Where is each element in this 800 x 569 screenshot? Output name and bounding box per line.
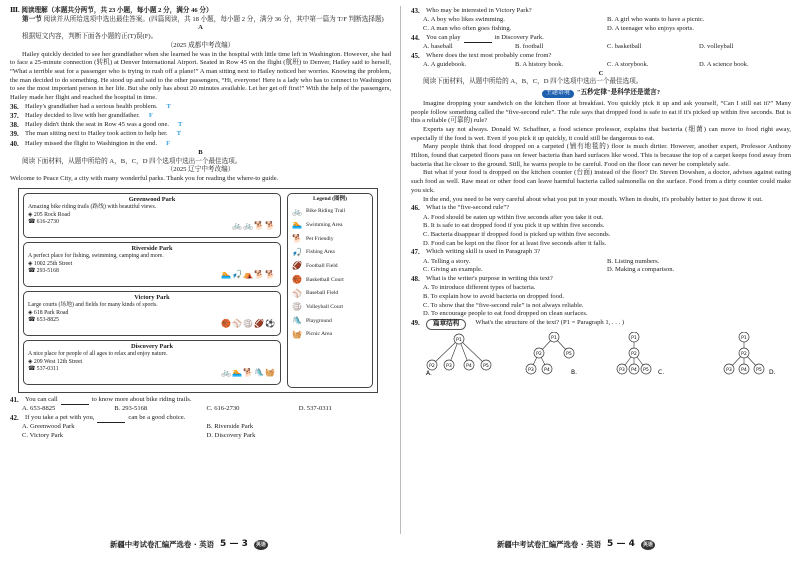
phone-icon: ☎ (28, 268, 37, 275)
park-card: Riverside Park A perfect place for fishing, swimming, camping and more. ◈ 1002 25th Street ☎ 293-5168 🏊🎣⛺🐕🐕 (23, 242, 281, 287)
option: A. 653-8825 (22, 404, 56, 412)
question-47: 47. Which writing skill is used in Paragraph 3? A. Telling a story. B. Listing numbers. C. Giving an example. D. Making a comparison. (411, 248, 675, 274)
svg-text:P3: P3 (725, 367, 732, 373)
basketball-icon: 🏀 (292, 275, 302, 285)
legend-item: 🚲 Bike Riding Trail (292, 206, 346, 216)
footer-title: 新疆中考试卷汇编严选卷 · 英语 (110, 540, 215, 550)
football-icon: 🏈 (292, 261, 302, 271)
tf-questions (10, 103, 391, 149)
tf-question: 38. Hailey didn't think the seat in Row 45 was a good one. T (10, 121, 183, 130)
structure-diagram-d (709, 332, 779, 376)
answer-mark: F (148, 111, 153, 119)
volleyball-icon: 🏐 (292, 302, 302, 312)
tf-question: 36. Hailey's grandfather had a serious health problem. T (10, 102, 171, 111)
answer-mark: F (166, 139, 171, 147)
facility-icons: 🚲🏊🐕🛝🧺 (221, 368, 276, 378)
structure-diagram-b (519, 332, 589, 376)
passage-c-p2: Experts say not always. Donald W. Schaffner, a food science professor, explains that bacteria (细菌) can move to food right away, especially if the food is wet. Even if you pick it up quickly, it could still be dangerous to eat. (411, 125, 791, 142)
svg-text:C.: C. (657, 368, 664, 376)
structure-diagram-a (424, 332, 494, 376)
answer-blank (97, 414, 125, 423)
svg-text:P5: P5 (642, 367, 649, 373)
location-icon: ◈ (28, 309, 34, 316)
passage-a-letter: A (198, 24, 203, 32)
park-card: Discovery Park A nice place for people of all ages to relax and enjoy nature. ◈ 209 West 12th Street ☎ 537-0311 🚲🏊🐕🛝🧺 (23, 340, 281, 385)
answer-blank (464, 34, 492, 43)
svg-text:A.: A. (425, 369, 432, 376)
question-41: 41. You can call to know more about bike riding trails. A. 653-8825 B. 293-5168 C. 616-2730 D. 537-0311 (10, 396, 391, 414)
svg-text:P4: P4 (543, 367, 550, 373)
facility-icons: 🚲🚲🐕🐕 (232, 221, 276, 231)
svg-text:P4: P4 (630, 367, 637, 373)
facility-icons: 🏀⚾🏐🏈⚽ (221, 319, 276, 329)
footer-page: 5 — 4 (607, 539, 635, 549)
svg-text:P2: P2 (740, 351, 747, 357)
question-46: 46. What is the “five-second rule”? A. Food should be eaten up within five seconds after you take it out. B. It is safe to eat dropped food if you pick it up within five seconds. C. Bacteria disappear if dropped food is picked up within five seconds. D. Food can be kept on the floor for at least five seconds after it falls. (411, 204, 611, 247)
svg-text:P5: P5 (482, 363, 489, 369)
svg-text:B.: B. (570, 368, 577, 376)
passage-a-source: （2025 成都中考改编） (166, 41, 235, 49)
swimming-icon: 🏊 (292, 220, 302, 230)
right-page (411, 7, 791, 376)
legend-item: 🏐 Volleyball Court (292, 302, 344, 312)
svg-text:P5: P5 (565, 351, 572, 357)
picnic-icon: 🧺 (292, 329, 302, 339)
passage-b-letter: B (198, 148, 203, 156)
section-heading: Ⅲ. 阅读理解（本题共分两节，共 23 小题，每小题 2 分，满分 46 分） (10, 7, 213, 14)
left-page (10, 7, 391, 440)
legend-item: 🎣 Fishing Area (292, 247, 335, 257)
theme-tag: 主题语境 (542, 90, 574, 98)
legend: Legend (图例) 🚲 Bike Riding Trail 🏊 Swimming Area 🐕 Pet Friendly 🎣 Fishing Area 🏈 Football Field 🏀 Basketball Court ⚾ Baseball Field 🏐 Volleyball Court 🛝 Playground 🧺 Picnic Area (287, 193, 373, 388)
part1-instructions: 第一节 阅读并从所给选项中选出最佳答案。(四篇阅读，共 18 小题，每小题 2 分，满分 36 分，其中第一篇为 T/F 判断选择题) (22, 15, 384, 23)
legend-item: 🏈 Football Field (292, 261, 338, 271)
svg-text:P2: P2 (630, 351, 637, 357)
tf-question: 40. Hailey missed the flight to Washington in the end. F (10, 139, 171, 148)
passage-c-p1: Imagine dropping your sandwich on the kitchen floor at breakfast. You quickly pick it up and ask yourself, “Can I still eat it?” Many people follow something called the “five-second rule”. The rule says that dropped food is safe to eat if it's picked up within five seconds. But is this a reliable (可靠的) rule? (411, 99, 791, 125)
svg-text:P3: P3 (527, 367, 534, 373)
passage-a-text: Hailey quickly decided to see her grandfather when she learned he was in the hospital with little time left in Washington. However, she had to face a 25-minute connection (转机) at Denver International Airport. Seated in Row 45 on the flight (航班) to Denver, Hailey said to herself, “What a terrible seat for a passenger who is trying to rush off a plane!” A man sitting next to Hailey noticed her worries. Knowing the problem, the man decided to do something. He stood up and said to the other passengers, “Hi, everyone! Here is a lady who has to connect to Washington to see the most important person in her life. But she only has about 20 minutes available. Let her get off first!” With the help of the passengers, Hailey made her flight and reached the hospital in time. (10, 50, 391, 102)
footer-left (110, 539, 268, 551)
option: A. Greenwood Park (22, 422, 75, 430)
option: C. Victory Park (22, 431, 64, 439)
svg-text:P3: P3 (445, 363, 452, 369)
question-42: 42. If you take a pet with you, can be a good choice. A. Greenwood Park B. Riverside Park C. Victory Park D. Discovery Park (10, 414, 391, 441)
svg-text:P2: P2 (535, 351, 542, 357)
legend-item: 🏊 Swimming Area (292, 220, 343, 230)
legend-item: ⚾ Baseball Field (292, 288, 339, 298)
question-48: 48. What is the writer's purpose in writing this text? A. To introduce different types of bacteria. B. To explain how to avoid bacteria on dropped food. C. To show that the “five-second rule” is not always reliable. D. To encourage people to eat food dropped on clean surfaces. (411, 274, 588, 318)
svg-text:P2: P2 (428, 363, 435, 369)
passage-c-letter: C (598, 69, 604, 77)
phone-icon: ☎ (28, 317, 37, 324)
pet-icon: 🐕 (292, 234, 302, 244)
footer-right (497, 539, 655, 551)
fishing-icon: 🎣 (292, 247, 302, 257)
location-icon: ◈ (28, 211, 34, 218)
answer-mark: T (176, 130, 182, 138)
footer-page: 5 — 3 (220, 539, 248, 549)
footer-logo: 英语 (254, 540, 268, 550)
option: D. 537-0311 (298, 404, 332, 412)
svg-text:P3: P3 (618, 367, 625, 373)
park-card: Victory Park Large courts (场地) and fields for many kinds of sports. ◈ 618 Park Road ☎ 653-8825 🏀⚾🏐🏈⚽ (23, 291, 281, 336)
tf-question: 39. The man sitting next to Hailey took action to help her. T (10, 130, 182, 139)
answer-blank (61, 396, 89, 405)
question-43: 43. Who may be interested in Victory Park? A. A boy who likes swimming. B. A girl who wants to have a picnic. C. A man who often goes fishing. D. A teenager who enjoys sports. (411, 7, 705, 32)
phone-icon: ☎ (28, 219, 37, 226)
svg-text:P4: P4 (740, 367, 747, 373)
option: D. Discovery Park (206, 431, 256, 439)
legend-item: 🏀 Basketball Court (292, 275, 344, 285)
park-guide (18, 188, 378, 393)
location-icon: ◈ (28, 358, 34, 365)
option: C. 616-2730 (206, 404, 240, 412)
park-list (23, 193, 281, 388)
svg-text:P4: P4 (465, 363, 472, 369)
legend-item: 🧺 Picnic Area (292, 329, 332, 339)
legend-item: 🐕 Pet Friendly (292, 234, 334, 244)
passage-c-instructions: 阅读下面材料，从题中所给的 A，B，C，D 四个选项中选出一个最佳选项。 (423, 78, 643, 86)
svg-text:P5: P5 (755, 367, 762, 373)
structure-diagram-c (614, 332, 684, 376)
passage-c-p5: In the end, you need to be very careful about what you put in your mouth. When in doubt, it's probably better to just throw it out. (423, 195, 763, 203)
svg-text:D.: D. (768, 368, 776, 376)
passage-b-source: （2025 辽宁中考改编） (166, 166, 235, 174)
svg-text:P1: P1 (550, 335, 557, 341)
location-icon: ◈ (28, 260, 34, 267)
structure-diagrams (411, 332, 791, 376)
footer-title: 新疆中考试卷汇编严选卷 · 英语 (497, 540, 602, 550)
legend-item: 🛝 Playground (292, 316, 332, 326)
svg-text:P1: P1 (455, 337, 462, 343)
passage-b-instructions: 阅读下面材料，从题中所给的 A，B，C，D 四个选项中选出一个最佳选项。 (22, 157, 242, 165)
facility-icons: 🏊🎣⛺🐕🐕 (221, 270, 276, 280)
playground-icon: 🛝 (292, 316, 302, 326)
footer-logo: 英语 (641, 540, 655, 550)
option: B. Riverside Park (206, 422, 254, 430)
answer-mark: T (178, 121, 183, 129)
passage-c-title: 主题语境 "五秒定律"是科学还是谎言? (411, 89, 791, 98)
structure-tag: 篇章结构 (426, 319, 466, 330)
tf-question: 37. Hailey decided to live with her grandfather. F (10, 111, 153, 120)
svg-text:P1: P1 (740, 335, 747, 341)
answer-mark: T (166, 102, 171, 110)
passage-b-intro: Welcome to Peace City, a city with many wonderful parks. Thank you for reading the where-to guide. (10, 175, 279, 183)
passage-a-instructions: 根据短文内容，判断下面各小题的正(T)误(F)。 (22, 33, 158, 41)
baseball-icon: ⚾ (292, 288, 302, 298)
svg-text:P1: P1 (630, 335, 637, 341)
question-49: 49. 篇章结构 What's the structure of the text? (P1 = Paragraph 1, . . . ) P1 P2 P3 P4 P5 A. P1 P2 P5 P3 P4 B. P1 P2 P3 P4 P5 C. P1 P2 P3 P4 P5 D. (411, 319, 791, 376)
passage-c-p4: But what if your food is dropped on the kitchen counter (台面) instead of the floor? Dr. Steven Dowshen, a doctor, advises against eating such food as well. Raw meat or other food can leave harmful bacteria called salmonella on the surface. Food from a dirty counter could make you sick. (411, 169, 791, 194)
bike-icon: 🚲 (292, 206, 302, 216)
passage-c-p3: Many people think that food dropped on a carpeted (铺有地毯的) floor is much dirtier. However, another expert, Professor Anthony Hilton, found that carpeted floors pass on fewer bacteria than hard surfaces like wood. This is because the top of a carpet keeps food away from bacteria that lie closer to the ground. Still, he warns people to be careful. Food on the floor can never be completely safe. (411, 143, 791, 168)
question-45: 45. Where does the text most probably come from? A. A guidebook. B. A history book. C. A storybook. D. A science book. (411, 51, 749, 68)
park-card: Greenwood Park Amazing bike riding trails (路线) with beautiful views. ◈ 205 Rock Road ☎ 616-2730 🚲🚲🐕🐕 (23, 193, 281, 238)
option: B. 293-5168 (114, 404, 148, 412)
page-divider (400, 6, 401, 534)
phone-icon: ☎ (28, 366, 37, 373)
question-44: 44. You can play in Discovery Park. A. baseball B. football C. basketball D. volleyball (411, 33, 734, 50)
